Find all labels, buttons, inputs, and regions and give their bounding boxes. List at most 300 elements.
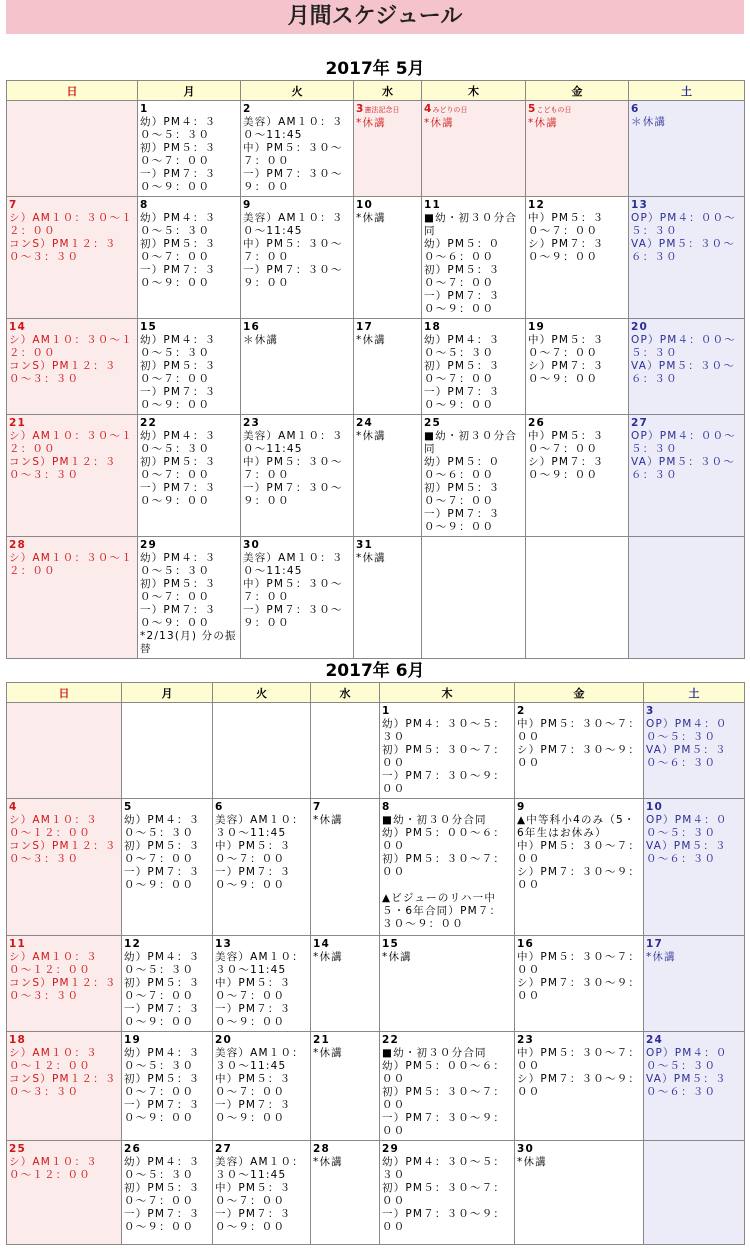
day-cell <box>629 101 745 197</box>
month-title-june: 2017年 6月 <box>325 661 425 681</box>
day-number <box>9 199 135 212</box>
schedule-entry: 幼）PM４：３０〜５：３０ <box>140 430 217 455</box>
day-number-value: 23 <box>243 417 261 429</box>
schedule-entry: シ）AM１０：３０〜１２：００ <box>9 334 133 359</box>
schedule-entry: シ）PM７：３０〜９：００ <box>528 238 605 263</box>
day-number <box>140 103 238 116</box>
day-number <box>9 321 135 334</box>
day-cell <box>629 319 745 415</box>
day-number <box>382 705 512 718</box>
schedule-entry: 一）PM７：３０〜９：００ <box>424 386 501 411</box>
schedule-entry: *休講 <box>356 212 386 224</box>
schedule-entry: 幼）PM５：００〜６：００ <box>424 238 501 263</box>
day-number <box>528 321 626 334</box>
day-number-value: 12 <box>528 199 546 211</box>
day-number-value: 9 <box>517 801 526 813</box>
day-number-value: 20 <box>631 321 649 333</box>
day-cell <box>354 537 422 659</box>
day-number-value: 14 <box>9 321 27 333</box>
day-number <box>356 103 419 117</box>
day-cell <box>122 799 213 936</box>
day-number-value: 31 <box>356 539 374 551</box>
day-cell <box>213 703 311 799</box>
day-cell <box>526 537 629 659</box>
day-number-value: 3 <box>646 705 655 717</box>
day-number-value: 6 <box>631 103 640 115</box>
day-number-value: 11 <box>424 199 442 211</box>
schedule-entry: *休講 <box>528 117 558 129</box>
day-number-value: 27 <box>215 1143 233 1155</box>
day-number <box>215 938 308 951</box>
week-row <box>7 936 745 1032</box>
day-cell <box>354 101 422 197</box>
day-number-value: 9 <box>243 199 252 211</box>
week-row <box>7 319 745 415</box>
day-cell <box>241 101 354 197</box>
schedule-entry: *休講 <box>313 1156 343 1168</box>
schedule-entry: OP）PM４：００〜５：３０ <box>646 814 728 839</box>
day-number <box>243 199 351 212</box>
day-number <box>646 938 742 951</box>
week-row <box>7 415 745 537</box>
day-number <box>9 1143 119 1156</box>
calendar-june <box>6 682 745 1245</box>
day-number-value: 21 <box>9 417 27 429</box>
schedule-entry: 初）PM５：３０〜７：００ <box>140 578 217 603</box>
day-number-value: 25 <box>9 1143 27 1155</box>
schedule-entry: 美容）AM１０：３０〜11:45 <box>243 212 344 237</box>
day-number-value: 10 <box>646 801 664 813</box>
day-number <box>631 321 742 334</box>
day-cell <box>138 197 241 319</box>
schedule-entry: *2/13(月) 分の振替 <box>140 630 237 655</box>
schedule-entry: OP）PM４：００〜５：３０ <box>646 718 728 743</box>
weekday-header-wed: 水 <box>311 683 380 703</box>
day-cell <box>526 101 629 197</box>
day-number-value: 2 <box>243 103 252 115</box>
day-number-value: 7 <box>9 199 18 211</box>
day-cell <box>213 936 311 1032</box>
schedule-entry: VA）PM５：３０〜６：３０ <box>631 238 736 263</box>
day-cell <box>526 415 629 537</box>
day-number <box>356 539 419 552</box>
day-cell <box>213 1032 311 1141</box>
day-number-value: 18 <box>424 321 442 333</box>
day-number <box>382 1143 512 1156</box>
weekday-header-mon: 月 <box>138 81 241 101</box>
schedule-entry: *休講 <box>313 951 343 963</box>
day-number-value: 19 <box>528 321 546 333</box>
schedule-entry: コンS）PM１２：３０〜３：３０ <box>9 977 117 1002</box>
day-number <box>124 938 210 951</box>
day-cell <box>422 537 526 659</box>
schedule-entry: 中）PM５：３０〜７：００ <box>243 578 343 603</box>
day-number-value: 26 <box>124 1143 142 1155</box>
schedule-entry: 一）PM７：３０〜９：００ <box>140 482 217 507</box>
schedule-entry: 一）PM７：３０〜９：００ <box>124 866 201 891</box>
schedule-entry: シ）AM１０：３０〜１２：００ <box>9 212 133 237</box>
day-number-value: 28 <box>313 1143 331 1155</box>
schedule-entry: 中）PM５：３０〜７：００ <box>243 142 343 167</box>
day-number-value: 20 <box>215 1034 233 1046</box>
day-number-value: 16 <box>517 938 535 950</box>
schedule-entry: OP）PM４：００〜５：３０ <box>646 1047 728 1072</box>
schedule-entry: VA）PM５：３０〜６：３０ <box>646 840 727 865</box>
day-number-value: 16 <box>243 321 261 333</box>
week-row <box>7 1032 745 1141</box>
schedule-entry: 一）PM７：３０〜９：００ <box>215 1003 292 1028</box>
schedule-entry: 中）PM５：３０〜７：００ <box>215 1182 292 1207</box>
schedule-entry: コンS）PM１２：３０〜３：３０ <box>9 1073 117 1098</box>
day-number-value: 29 <box>382 1143 400 1155</box>
schedule-entry: コンS）PM１２：３０〜３：３０ <box>9 456 117 481</box>
day-cell <box>354 415 422 537</box>
schedule-entry: 美容）AM１０：３０〜11:45 <box>243 116 344 141</box>
day-number-value: 22 <box>382 1034 400 1046</box>
weekday-header-sat: 土 <box>629 81 745 101</box>
schedule-entry: *休講 <box>356 117 386 129</box>
day-cell <box>380 1032 515 1141</box>
day-number <box>140 199 238 212</box>
day-number-value: 12 <box>124 938 142 950</box>
day-number <box>528 103 626 117</box>
day-cell <box>7 319 138 415</box>
holiday-name: みどりの日 <box>432 106 468 114</box>
day-cell <box>213 799 311 936</box>
day-number-value: 13 <box>631 199 649 211</box>
day-number <box>646 801 742 814</box>
day-cell <box>526 197 629 319</box>
day-number <box>140 539 238 552</box>
day-cell <box>7 1141 122 1245</box>
schedule-entry: 一）PM７：３０〜９：００ <box>243 604 343 629</box>
day-cell <box>380 1141 515 1245</box>
day-number <box>517 938 641 951</box>
day-cell <box>311 799 380 936</box>
day-number <box>382 1034 512 1047</box>
schedule-entry: 幼）PM４：３０〜５：３０ <box>140 552 217 577</box>
day-cell <box>644 703 745 799</box>
day-number-value: 25 <box>424 417 442 429</box>
schedule-entry: 幼）PM５：００〜６：００ <box>424 456 501 481</box>
schedule-entry: 一）PM７：３０〜９：００ <box>382 1112 506 1137</box>
holiday-name: こどもの日 <box>536 106 572 114</box>
schedule-entry: ▲ビジューのリハ一中５・6年合同）PM７：３０〜９：００ <box>382 892 502 930</box>
schedule-entry: 一）PM７：３０〜９：００ <box>140 264 217 289</box>
schedule-entry: 中）PM５：３０〜７：００ <box>215 840 292 865</box>
day-number <box>243 417 351 430</box>
schedule-entry: *休講 <box>646 951 676 963</box>
schedule-entry: シ）AM１０：３０〜１２：００ <box>9 814 98 839</box>
schedule-entry: 一）PM７：３０〜９：００ <box>382 1208 506 1233</box>
day-number-value: 28 <box>9 539 27 551</box>
day-number-value: 2 <box>517 705 526 717</box>
day-number-value: 22 <box>140 417 158 429</box>
day-cell <box>122 1141 213 1245</box>
day-cell <box>311 1032 380 1141</box>
month-title-may: 2017年 5月 <box>325 59 425 79</box>
day-number <box>517 1143 641 1156</box>
day-number-value: 26 <box>528 417 546 429</box>
day-cell <box>354 197 422 319</box>
day-cell <box>241 415 354 537</box>
day-number <box>140 321 238 334</box>
holiday-name: 憲法記念日 <box>364 106 400 114</box>
day-number <box>313 938 377 951</box>
schedule-entry: VA）PM５：３０〜６：３０ <box>646 744 727 769</box>
day-number <box>646 705 742 718</box>
day-number <box>528 199 626 212</box>
schedule-entry: *休講 <box>313 814 343 826</box>
schedule-entry: 一）PM７：３０〜９：００ <box>424 290 501 315</box>
day-number-value: 8 <box>140 199 149 211</box>
day-cell <box>122 703 213 799</box>
schedule-entry: 一）PM７：３０〜９：００ <box>140 386 217 411</box>
weekday-header-fri: 金 <box>526 81 629 101</box>
day-cell <box>241 537 354 659</box>
day-number <box>631 417 742 430</box>
day-cell <box>380 703 515 799</box>
schedule-entry <box>382 879 512 892</box>
day-cell <box>422 319 526 415</box>
schedule-entry: 中）PM５：３０〜７：００ <box>517 718 641 743</box>
day-number <box>424 199 523 212</box>
schedule-entry: コンS）PM１２：３０〜３：３０ <box>9 360 117 385</box>
schedule-entry: 中）PM５：３０〜７：００ <box>528 212 605 237</box>
schedule-entry: VA）PM５：３０〜６：３０ <box>646 1073 727 1098</box>
schedule-entry: ＊休講 <box>243 334 279 346</box>
day-cell <box>213 1141 311 1245</box>
day-cell <box>422 415 526 537</box>
schedule-entry: 幼）PM４：３０〜５：３０ <box>124 951 201 976</box>
schedule-entry: 一）PM７：３０〜９：００ <box>243 168 343 193</box>
weekday-header-tue: 火 <box>241 81 354 101</box>
schedule-entry: ■幼・初３０分合同 <box>424 430 518 455</box>
schedule-entry: シ）PM７：３０〜９：００ <box>528 456 605 481</box>
day-cell <box>241 319 354 415</box>
schedule-entry: 初）PM５：３０〜７：００ <box>124 840 201 865</box>
schedule-entry: シ）AM１０：３０〜１２：００ <box>9 1156 98 1181</box>
day-number <box>9 539 135 552</box>
weekday-header-sun: 日 <box>7 81 138 101</box>
schedule-entry: 初）PM５：３０〜７：００ <box>140 142 217 167</box>
schedule-entry: コンS）PM１２：３０〜３：３０ <box>9 840 117 865</box>
schedule-entry: ■幼・初３０分合同 <box>382 1047 487 1059</box>
day-cell <box>241 197 354 319</box>
day-cell <box>629 197 745 319</box>
day-number-value: 21 <box>313 1034 331 1046</box>
day-number <box>9 417 135 430</box>
weekday-header-thu: 木 <box>422 81 526 101</box>
day-number-value: 14 <box>313 938 331 950</box>
schedule-entry: 初）PM５：３０〜７：００ <box>124 1073 201 1098</box>
schedule-entry: 初）PM５：３０〜７：００ <box>382 1086 506 1111</box>
day-cell <box>138 415 241 537</box>
schedule-entry: 中）PM５：３０〜７：００ <box>517 951 641 976</box>
day-cell <box>515 1141 644 1245</box>
day-number-value: 19 <box>124 1034 142 1046</box>
schedule-entry: シ）PM７：３０〜９：００ <box>517 866 641 891</box>
schedule-entry: *休講 <box>382 951 412 963</box>
schedule-entry: ■幼・初３０分合同 <box>424 212 518 237</box>
schedule-entry: 幼）PM４：３０〜５：３０ <box>382 718 506 743</box>
schedule-entry: 幼）PM４：３０〜５：３０ <box>124 814 201 839</box>
schedule-entry: シ）PM７：３０〜９：００ <box>517 977 641 1002</box>
day-number-value: 24 <box>646 1034 664 1046</box>
day-number-value: 27 <box>631 417 649 429</box>
schedule-entry: *休講 <box>424 117 454 129</box>
schedule-entry: シ）PM７：３０〜９：００ <box>517 744 641 769</box>
day-number <box>313 1143 377 1156</box>
schedule-entry: 一）PM７：３０〜９：００ <box>215 866 292 891</box>
schedule-entry: 初）PM５：３０〜７：００ <box>382 1182 506 1207</box>
weekday-header-sun: 日 <box>7 683 122 703</box>
schedule-entry: 初）PM５：３０〜７：００ <box>424 482 501 507</box>
weekday-header-mon: 月 <box>122 683 213 703</box>
day-number <box>215 801 308 814</box>
day-number <box>140 417 238 430</box>
day-number-value: 13 <box>215 938 233 950</box>
schedule-entry: 幼）PM４：３０〜５：３０ <box>140 116 217 141</box>
day-number-value: 7 <box>313 801 322 813</box>
schedule-entry: 一）PM７：３０〜９：００ <box>124 1003 201 1028</box>
schedule-entry: 初）PM５：３０〜７：００ <box>382 853 506 878</box>
schedule-entry: 初）PM５：３０〜７：００ <box>124 977 201 1002</box>
schedule-entry: *休講 <box>356 552 386 564</box>
day-number <box>424 321 523 334</box>
day-number-value: 11 <box>9 938 27 950</box>
week-row <box>7 703 745 799</box>
day-number-value: 1 <box>140 103 149 115</box>
day-cell <box>7 703 122 799</box>
schedule-entry: 美容）AM１０：３０〜11:45 <box>215 814 304 839</box>
schedule-entry: *休講 <box>356 334 386 346</box>
schedule-entry: 一）PM７：３０〜９：００ <box>243 482 343 507</box>
day-number <box>124 1034 210 1047</box>
schedule-entry: 一）PM７：３０〜９：００ <box>124 1208 201 1233</box>
day-cell <box>7 197 138 319</box>
schedule-entry: 一）PM７：３０〜９：００ <box>140 604 217 629</box>
day-cell <box>354 319 422 415</box>
day-cell <box>7 415 138 537</box>
day-number <box>424 103 523 117</box>
schedule-entry: 美容）AM１０：３０〜11:45 <box>243 430 344 455</box>
day-number-value: 10 <box>356 199 374 211</box>
schedule-entry: 幼）PM５：００〜６：００ <box>382 1060 506 1085</box>
schedule-entry: 幼）PM４：３０〜５：３０ <box>124 1156 201 1181</box>
day-number <box>215 1034 308 1047</box>
day-number-value: 1 <box>382 705 391 717</box>
day-number-value: 3 <box>356 103 365 115</box>
day-number <box>356 417 419 430</box>
day-number-value: 6 <box>215 801 224 813</box>
day-number <box>517 705 641 718</box>
day-number-value: 17 <box>646 938 664 950</box>
day-cell <box>380 936 515 1032</box>
day-number <box>124 1143 210 1156</box>
day-number <box>9 801 119 814</box>
day-number <box>424 417 523 430</box>
day-number <box>243 103 351 116</box>
day-number <box>356 321 419 334</box>
schedule-entry: 一）PM７：３０〜９：００ <box>140 168 217 193</box>
schedule-entry: *休講 <box>517 1156 547 1168</box>
schedule-entry: 中）PM５：３０〜７：００ <box>243 456 343 481</box>
schedule-entry: 初）PM５：３０〜７：００ <box>382 744 506 769</box>
day-cell <box>644 936 745 1032</box>
schedule-entry: 初）PM５：３０〜７：００ <box>140 238 217 263</box>
day-cell <box>644 1032 745 1141</box>
day-cell <box>7 537 138 659</box>
schedule-entry: 中）PM５：３０〜７：００ <box>517 840 641 865</box>
day-number <box>382 938 512 951</box>
day-number-value: 29 <box>140 539 158 551</box>
day-number-value: 4 <box>424 103 433 115</box>
schedule-entry: 幼）PM４：３０〜５：３０ <box>382 1156 506 1181</box>
week-row <box>7 537 745 659</box>
schedule-entry: *休講 <box>313 1047 343 1059</box>
day-number <box>356 199 419 212</box>
day-cell <box>138 537 241 659</box>
weekday-header-thu: 木 <box>380 683 515 703</box>
day-cell <box>138 319 241 415</box>
schedule-entry: 中）PM５：３０〜７：００ <box>215 1073 292 1098</box>
day-cell <box>7 101 138 197</box>
day-number-value: 5 <box>528 103 537 115</box>
schedule-entry: ▲中等科小4のみ（5・6年生はお休み） <box>517 814 636 839</box>
schedule-entry: 一）PM７：３０〜９：００ <box>424 508 501 533</box>
schedule-entry: 中）PM５：３０〜７：００ <box>528 334 605 359</box>
day-number <box>517 801 641 814</box>
day-cell <box>526 319 629 415</box>
weekday-header-sat: 土 <box>644 683 745 703</box>
day-cell <box>422 101 526 197</box>
week-row <box>7 799 745 936</box>
schedule-entry: VA）PM５：３０〜６：３０ <box>631 456 736 481</box>
day-cell <box>644 1141 745 1245</box>
day-cell <box>629 415 745 537</box>
schedule-entry: ■幼・初３０分合同 <box>382 814 487 826</box>
day-number <box>631 199 742 212</box>
schedule-entry: OP）PM４：００〜５：３０ <box>631 212 736 237</box>
day-cell <box>515 1032 644 1141</box>
day-number-value: 15 <box>382 938 400 950</box>
day-cell <box>515 703 644 799</box>
schedule-entry: 幼）PM５：００〜６：００ <box>382 827 506 852</box>
weekday-header-tue: 火 <box>213 683 311 703</box>
schedule-entry: 中）PM５：３０〜７：００ <box>517 1047 641 1072</box>
schedule-entry: 初）PM５：３０〜７：００ <box>140 456 217 481</box>
schedule-entry: 美容）AM１０：３０〜11:45 <box>215 1047 304 1072</box>
day-cell <box>311 703 380 799</box>
day-number <box>243 321 351 334</box>
day-number <box>528 417 626 430</box>
day-number <box>9 1034 119 1047</box>
day-number <box>313 801 377 814</box>
schedule-entry: 美容）AM１０：３０〜11:45 <box>243 552 344 577</box>
schedule-entry: コンS）PM１２：３０〜３：３０ <box>9 238 117 263</box>
day-cell <box>311 936 380 1032</box>
day-number-value: 4 <box>9 801 18 813</box>
schedule-entry: シ）PM７：３０〜９：００ <box>517 1073 641 1098</box>
schedule-entry: 幼）PM４：３０〜５：３０ <box>424 334 501 359</box>
day-number <box>382 801 512 814</box>
day-number <box>9 938 119 951</box>
schedule-entry: 幼）PM４：３０〜５：３０ <box>140 334 217 359</box>
day-number-value: 17 <box>356 321 374 333</box>
day-number <box>517 1034 641 1047</box>
day-cell <box>122 1032 213 1141</box>
